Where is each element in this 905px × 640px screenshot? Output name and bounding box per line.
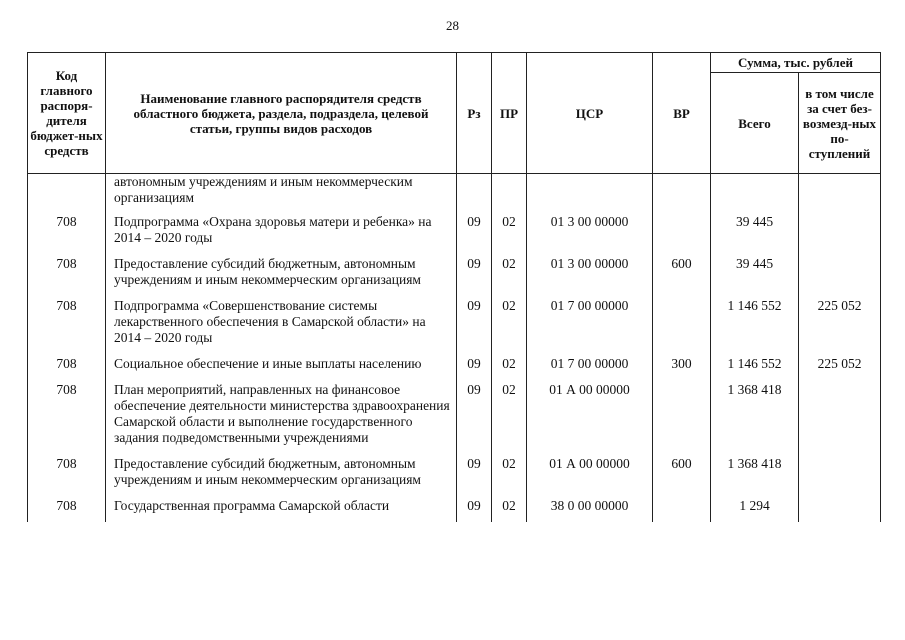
cell-name: Социальное обеспечение и иные выплаты населению <box>106 354 457 380</box>
budget-table <box>27 52 881 522</box>
page-number: 28 <box>446 18 459 33</box>
header-csr: ЦСР <box>527 53 653 174</box>
header-pr: ПР <box>492 53 527 174</box>
cell-csr: 01 А 00 00000 <box>527 380 653 454</box>
table-row <box>28 380 881 454</box>
cell-vr <box>653 296 711 354</box>
cell-rz: 09 <box>457 354 492 380</box>
cell-csr <box>527 174 653 213</box>
cell-incl <box>799 496 881 522</box>
header-rz: Рз <box>457 53 492 174</box>
cell-incl <box>799 380 881 454</box>
cell-pr <box>492 174 527 213</box>
cell-code: 708 <box>28 296 106 354</box>
cell-total <box>711 174 799 213</box>
header-row <box>28 53 881 73</box>
table-row <box>28 254 881 296</box>
header-sum: Сумма, тыс. рублей <box>711 53 881 73</box>
cell-csr: 01 7 00 00000 <box>527 296 653 354</box>
cell-vr <box>653 380 711 454</box>
cell-total: 39 445 <box>711 254 799 296</box>
cell-incl <box>799 254 881 296</box>
cell-vr <box>653 212 711 254</box>
cell-total: 1 368 418 <box>711 454 799 496</box>
cell-csr: 38 0 00 00000 <box>527 496 653 522</box>
cell-code: 708 <box>28 212 106 254</box>
cell-total: 39 445 <box>711 212 799 254</box>
cell-rz: 09 <box>457 296 492 354</box>
cell-code: 708 <box>28 496 106 522</box>
cell-rz: 09 <box>457 380 492 454</box>
cell-name: Подпрограмма «Охрана здоровья матери и ребенка» на 2014 – 2020 годы <box>106 212 457 254</box>
cell-name: Предоставление субсидий бюджетным, автономным учреждениям и иным некоммерческим организациям <box>106 454 457 496</box>
table-row <box>28 212 881 254</box>
cell-total: 1 294 <box>711 496 799 522</box>
cell-code <box>28 174 106 213</box>
table-row <box>28 496 881 522</box>
cell-csr: 01 3 00 00000 <box>527 212 653 254</box>
header-total: Всего <box>711 73 799 174</box>
cell-vr: 600 <box>653 254 711 296</box>
header-code: Код главного распоря-дителя бюджет-ных средств <box>28 53 106 174</box>
cell-vr: 600 <box>653 454 711 496</box>
cell-incl <box>799 174 881 213</box>
cell-total: 1 368 418 <box>711 380 799 454</box>
cell-total: 1 146 552 <box>711 354 799 380</box>
cell-code: 708 <box>28 380 106 454</box>
cell-code: 708 <box>28 454 106 496</box>
cell-csr: 01 А 00 00000 <box>527 454 653 496</box>
cell-pr: 02 <box>492 254 527 296</box>
cell-rz: 09 <box>457 212 492 254</box>
cell-code: 708 <box>28 354 106 380</box>
cell-incl <box>799 454 881 496</box>
cell-pr: 02 <box>492 496 527 522</box>
table-row <box>28 454 881 496</box>
cell-vr <box>653 174 711 213</box>
cell-vr: 300 <box>653 354 711 380</box>
cell-rz: 09 <box>457 454 492 496</box>
header-name: Наименование главного распорядителя средств областного бюджета, раздела, подраздела, целевой статьи, группы видов расходов <box>106 53 457 174</box>
cell-name: Подпрограмма «Совершенствование системы лекарственного обеспечения в Самарской области» на 2014 – 2020 годы <box>106 296 457 354</box>
cell-incl <box>799 212 881 254</box>
cell-name: автономным учреждениям и иным некоммерческим организациям <box>106 174 457 213</box>
cell-pr: 02 <box>492 212 527 254</box>
cell-pr: 02 <box>492 296 527 354</box>
header-incl: в том числе за счет без-возмезд-ных по-ступлений <box>799 73 881 174</box>
cell-incl: 225 052 <box>799 354 881 380</box>
cell-name: Государственная программа Самарской области <box>106 496 457 522</box>
cell-rz <box>457 174 492 213</box>
cell-name: Предоставление субсидий бюджетным, автономным учреждениям и иным некоммерческим организациям <box>106 254 457 296</box>
cell-pr: 02 <box>492 454 527 496</box>
cell-pr: 02 <box>492 380 527 454</box>
table-row <box>28 296 881 354</box>
cell-csr: 01 3 00 00000 <box>527 254 653 296</box>
cell-csr: 01 7 00 00000 <box>527 354 653 380</box>
cell-name: План мероприятий, направленных на финансовое обеспечение деятельности министерства здравоохранения Самарской области и выполнение государственного задания подведомственными учреждениями <box>106 380 457 454</box>
cell-total: 1 146 552 <box>711 296 799 354</box>
cell-rz: 09 <box>457 496 492 522</box>
cell-code: 708 <box>28 254 106 296</box>
table-row <box>28 354 881 380</box>
cell-pr: 02 <box>492 354 527 380</box>
cell-vr <box>653 496 711 522</box>
continuation-row <box>28 174 881 213</box>
header-vr: ВР <box>653 53 711 174</box>
cell-rz: 09 <box>457 254 492 296</box>
cell-incl: 225 052 <box>799 296 881 354</box>
